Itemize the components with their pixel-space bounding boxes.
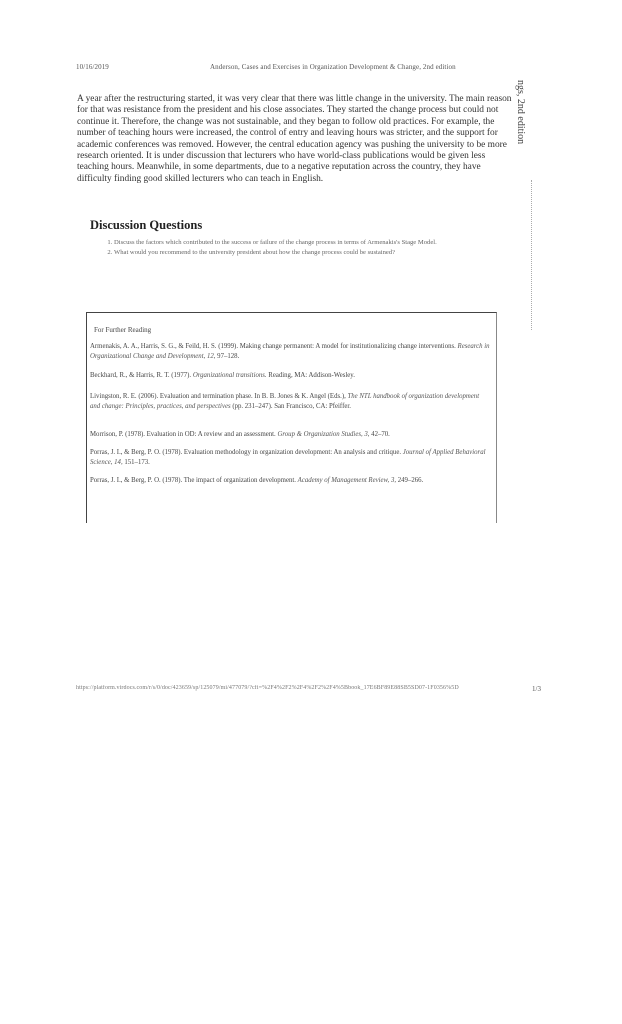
header-date: 10/16/2019 bbox=[76, 63, 109, 71]
discussion-question: 2. What would you recommend to the university president about how the change process could be sustained? bbox=[114, 249, 504, 258]
reference-item: Beckhard, R., & Harris, R. T. (1977). Organizational transitions. Reading, MA: Addison-Wesley. bbox=[90, 372, 355, 379]
discussion-questions bbox=[100, 239, 504, 258]
footer-page-number: 1/3 bbox=[532, 685, 541, 693]
reference-item: Porras, J. I., & Berg, P. O. (1978). Evaluation methodology in organization development: An analysis and critique. Journal of Applied Behavioral Science, 14, 151–173. bbox=[90, 449, 486, 466]
further-reading-title: For Further Reading bbox=[94, 326, 152, 334]
reference-item: Morrison, P. (1978). Evaluation in OD: A review and an assessment. Group & Organization Studies, 3, 42–70. bbox=[90, 431, 390, 438]
discussion-question: 1. Discuss the factors which contributed to the success or failure of the change process in terms of Armenakis's Stage Model. bbox=[114, 239, 504, 248]
side-margin-text: ngs, 2nd edition bbox=[515, 80, 526, 145]
header-title: Anderson, Cases and Exercises in Organization Development & Change, 2nd edition bbox=[210, 63, 456, 71]
discussion-heading: Discussion Questions bbox=[90, 218, 203, 232]
reference-item: Livingston, R. E. (2006). Evaluation and termination phase. In B. B. Jones & K. Angel (Eds.), The NTL handbook of organization development and change: Principles, practices, and perspectives (pp. 231–247). San Francisco, CA: Pfeiffer. bbox=[90, 393, 480, 410]
body-paragraph: A year after the restructuring started, it was very clear that there was little change in the university. The main reason for that was resistance from the president and his close associates. They started the change process but could not continue it. Therefore, the change was not sustainable, and they began to follow old practices. For example, the number of teaching hours were increased, the control of entry and leaving hours was stricter, and the support for academic conferences was removed. However, the central education agency was pushing the university to be more research oriented. It is under discussion that lecturers who have world-class publications would be given less teaching hours. Meanwhile, in some departments, due to a negative reputation across the country, they have difficulty finding good skilled lecturers who can teach in English. bbox=[77, 94, 512, 184]
footer-url[interactable]: https://platform.virdocs.com/r/s/0/doc/423659/sp/125079/mi/477079/?cfi=%2F4%2F2%2F4%2F2%2F4%5Bbook_17E6BF89E88SB5SD07-1F0356%5D bbox=[76, 685, 459, 691]
reference-item: Porras, J. I., & Berg, P. O. (1978). The impact of organization development. Academy of Management Review, 3, 249–266. bbox=[90, 477, 424, 484]
side-margin-marks bbox=[531, 180, 535, 330]
reference-item: Armenakis, A. A., Harris, S. G., & Feild, H. S. (1999). Making change permanent: A model for institutionalizing change interventions. Research in Organizational Change and Development, 12, 97–128. bbox=[90, 343, 490, 360]
